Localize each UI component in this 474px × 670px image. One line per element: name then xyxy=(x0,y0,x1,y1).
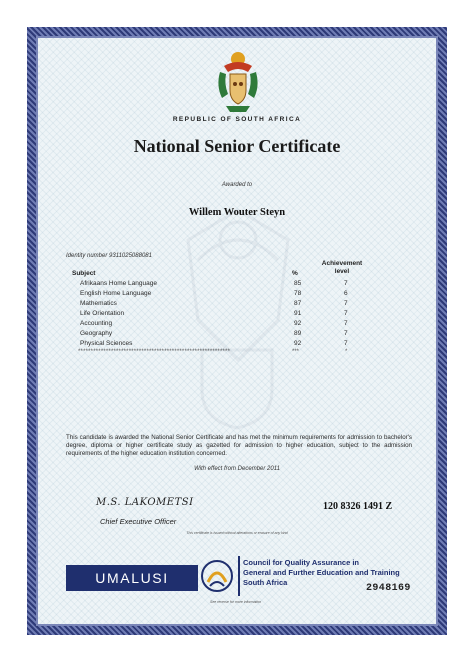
subject-row xyxy=(0,310,474,319)
certificate-statement: This candidate is awarded the National Senior Certificate and has met the minimum requirements for admission to bachelor's degree, diploma or higher certificate study as gazetted for admission to higher education, subject to the admission requirements of the higher education institution concerned. xyxy=(66,434,412,457)
council-line-2: General and Further Education and Training xyxy=(243,568,400,577)
certificate-title: National Senior Certificate xyxy=(133,136,341,156)
end-percent-stars: *** xyxy=(292,349,300,355)
coat-of-arms-icon xyxy=(212,50,264,114)
end-of-list-stars: ************************************************************ xyxy=(78,349,231,355)
subject-level: 7 xyxy=(344,330,348,337)
subject-row xyxy=(0,340,474,349)
end-level-stars: * xyxy=(345,349,348,355)
awarded-to-label: Awarded to xyxy=(221,182,253,188)
subject-name: Afrikaans Home Language xyxy=(80,280,157,287)
recipient-name: Willem Wouter Steyn xyxy=(188,207,286,218)
council-line-3: South Africa xyxy=(243,578,288,587)
subject-level: 6 xyxy=(344,290,348,297)
subject-name: Accounting xyxy=(80,320,113,327)
umalusi-logo: UMALUSI xyxy=(66,565,198,591)
subject-header: Subject xyxy=(72,270,96,277)
subject-level: 7 xyxy=(344,300,348,307)
council-line-1: Council for Quality Assurance in xyxy=(243,558,359,567)
percent-header: % xyxy=(292,270,298,277)
issue-note: This certificate is issued without alterations or erasure of any kind xyxy=(186,531,288,535)
document-number: 2948169 xyxy=(366,583,411,594)
signatory-role: Chief Executive Officer xyxy=(100,517,177,526)
subject-percent: 92 xyxy=(294,340,302,347)
subject-percent: 85 xyxy=(294,280,302,287)
certificate-serial-number: 120 8326 1491 Z xyxy=(323,501,393,512)
subject-row xyxy=(0,330,474,339)
signature: M.S. LAKOMETSI xyxy=(96,497,194,508)
subject-percent: 89 xyxy=(294,330,302,337)
effect-date: With effect from December 2011 xyxy=(194,466,280,472)
subject-level: 7 xyxy=(344,280,348,287)
subject-level: 7 xyxy=(344,320,348,327)
identity-number: Identity number 9311025088081 xyxy=(66,253,152,259)
council-divider xyxy=(238,556,240,596)
subject-level: 7 xyxy=(344,310,348,317)
reverse-note: See reverse for more information xyxy=(210,600,262,604)
subject-row xyxy=(0,300,474,309)
achievement-level-header: Achievement level xyxy=(321,260,363,275)
subject-name: Mathematics xyxy=(80,300,117,307)
umalusi-emblem-icon xyxy=(200,556,234,596)
subject-row xyxy=(0,290,474,299)
subject-percent: 87 xyxy=(294,300,302,307)
subject-percent: 92 xyxy=(294,320,302,327)
subject-row xyxy=(0,280,474,289)
subject-percent: 78 xyxy=(294,290,302,297)
subject-row xyxy=(0,320,474,329)
subject-name: Geography xyxy=(80,330,113,337)
subject-name: Physical Sciences xyxy=(80,340,133,347)
subject-level: 7 xyxy=(344,340,348,347)
subject-name: Life Orientation xyxy=(80,310,125,317)
subject-name: English Home Language xyxy=(80,290,152,297)
country-heading: REPUBLIC OF SOUTH AFRICA xyxy=(172,116,302,123)
subject-percent: 91 xyxy=(294,310,302,317)
